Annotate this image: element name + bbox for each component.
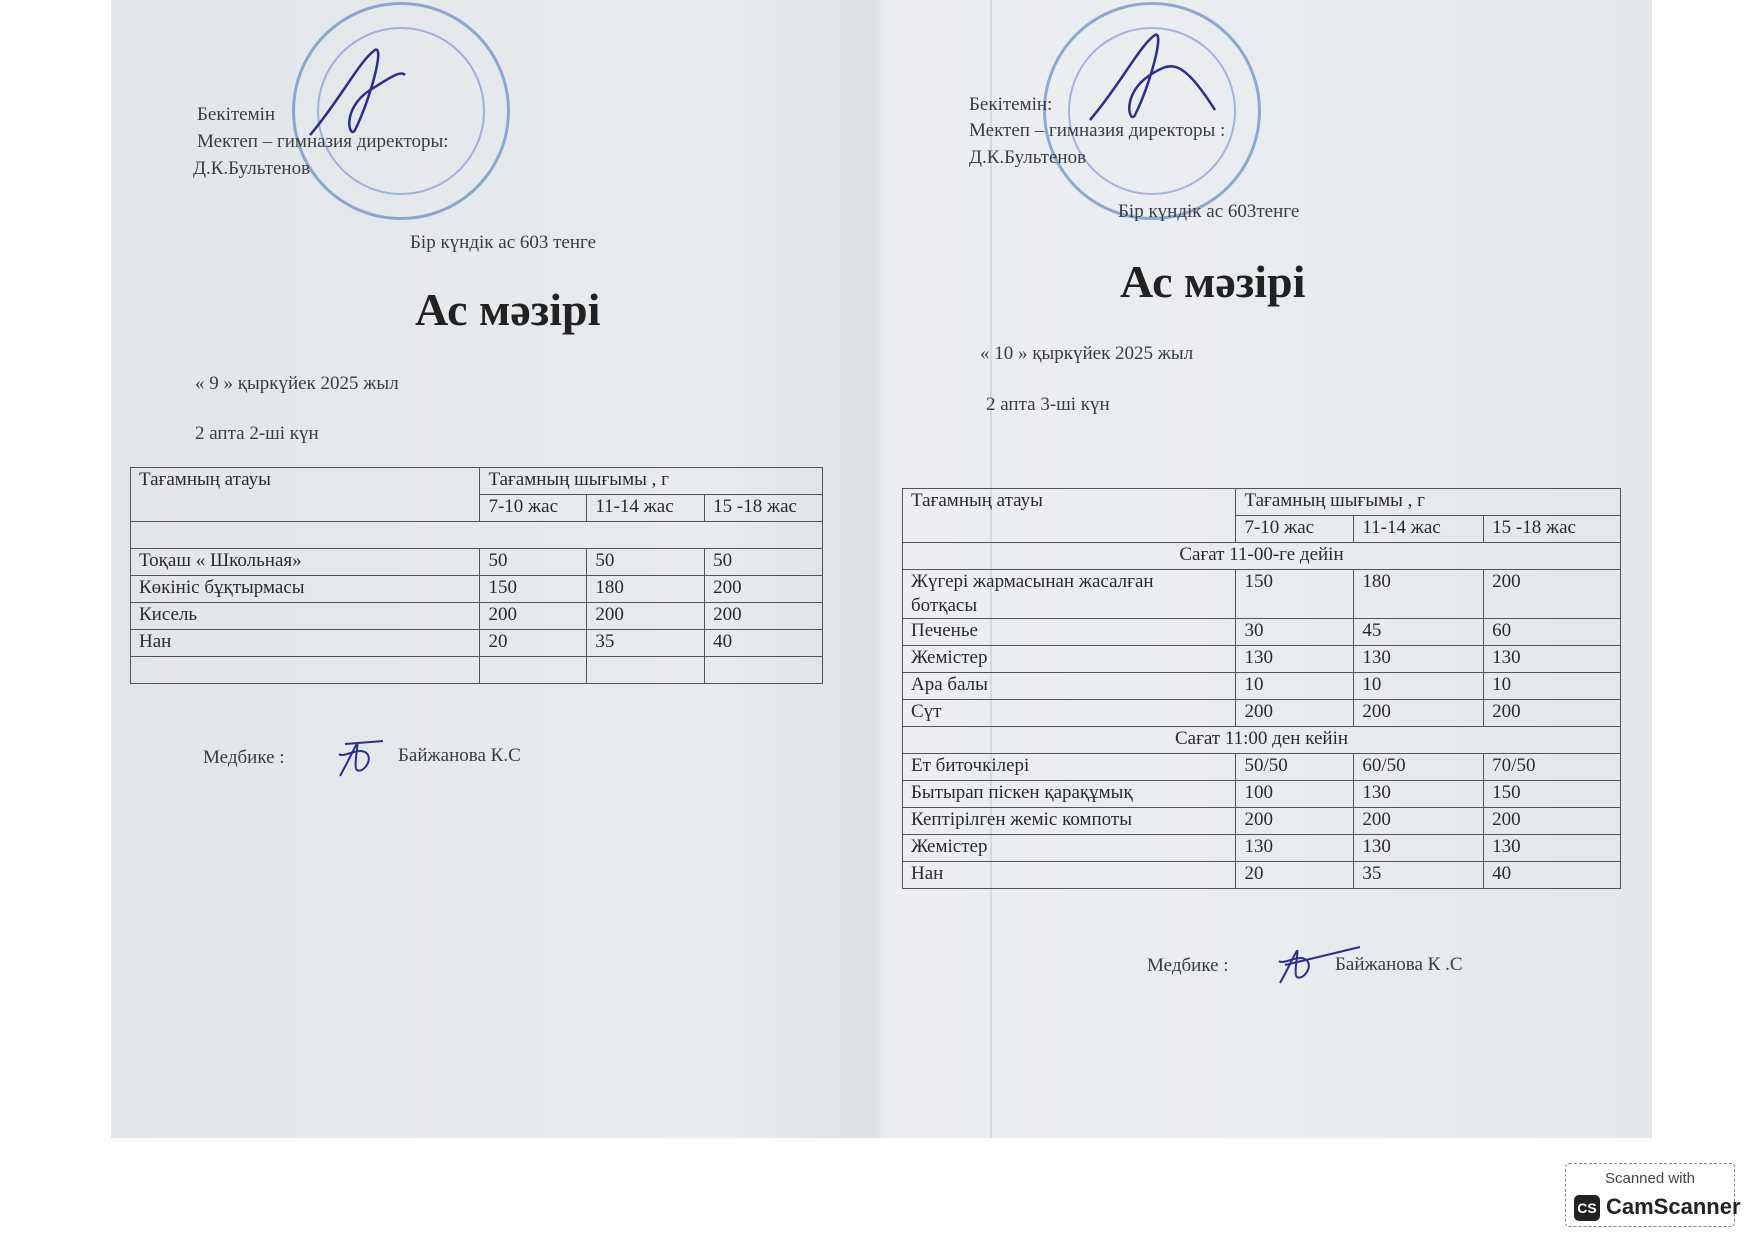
menu-date: « 9 » қыркүйек 2025 жыл bbox=[195, 373, 399, 394]
table-row: Көкініс бұқтырмасы 150 180 200 bbox=[131, 576, 823, 603]
director-signature-right bbox=[1080, 25, 1220, 135]
approval-line: Д.К.Бультенов bbox=[969, 147, 1087, 168]
section-header: Сағат 11:00 ден кейін bbox=[903, 727, 1621, 754]
table-row: Печенье 30 45 60 bbox=[903, 619, 1621, 646]
nurse-label: Медбике : bbox=[203, 747, 285, 768]
age-header: 11-14 жас bbox=[587, 495, 705, 522]
camscanner-logo-icon: CS bbox=[1574, 1195, 1600, 1221]
table-row: Кисель 200 200 200 bbox=[131, 603, 823, 630]
table-row: Сүт 200 200 200 bbox=[903, 700, 1621, 727]
age-header: 7-10 жас bbox=[480, 495, 587, 522]
badge-name: CamScanner bbox=[1606, 1194, 1741, 1219]
badge-caption: Scanned with bbox=[1604, 1170, 1696, 1187]
empty-row bbox=[131, 522, 823, 549]
table-row: Нан 20 35 40 bbox=[131, 630, 823, 657]
col-header-name: Тағамның атауы bbox=[131, 468, 480, 522]
table-row: Ет биточкілері 50/50 60/50 70/50 bbox=[903, 754, 1621, 781]
menu-table-left bbox=[130, 467, 823, 684]
nurse-label: Медбике : bbox=[1147, 955, 1229, 976]
section-header: Сағат 11-00-ге дейін bbox=[903, 543, 1621, 570]
age-header: 15 -18 жас bbox=[705, 495, 823, 522]
approval-line: Мектеп – гимназия директоры : bbox=[969, 120, 1226, 141]
table-row: Жүгері жармасынан жасалған ботқасы 150 180 200 bbox=[903, 570, 1621, 619]
week-day: 2 апта 2-ші күн bbox=[195, 423, 319, 444]
age-header: 7-10 жас bbox=[1236, 516, 1354, 543]
approval-line: Мектеп – гимназия директоры: bbox=[197, 131, 449, 152]
daily-cost: Бір күндік ас 603 тенге bbox=[410, 232, 597, 253]
table-row: Бытырап піскен қарақұмық 100 130 150 bbox=[903, 781, 1621, 808]
table-row: Жемістер 130 130 130 bbox=[903, 646, 1621, 673]
table-row: Кептірілген жеміс компоты 200 200 200 bbox=[903, 808, 1621, 835]
col-header-yield: Тағамның шығымы , г bbox=[480, 468, 823, 495]
table-row: Тоқаш « Школьная» 50 50 50 bbox=[131, 549, 823, 576]
page-title: Ас мәзірі bbox=[1120, 256, 1306, 307]
week-day: 2 апта 3-ші күн bbox=[986, 394, 1110, 415]
nurse-signature-left bbox=[335, 738, 385, 780]
table-row: Ара балы 10 10 10 bbox=[903, 673, 1621, 700]
page-title: Ас мәзірі bbox=[415, 284, 601, 335]
table-row: Нан 20 35 40 bbox=[903, 862, 1621, 889]
table-row: Жемістер 130 130 130 bbox=[903, 835, 1621, 862]
daily-cost: Бір күндік ас 603тенге bbox=[1118, 201, 1300, 222]
empty-row bbox=[131, 657, 823, 684]
age-header: 11-14 жас bbox=[1354, 516, 1484, 543]
menu-table-right bbox=[902, 488, 1621, 889]
approval-line: Бекітемін: bbox=[969, 94, 1053, 115]
approval-line: Д.К.Бультенов bbox=[193, 158, 311, 179]
col-header-yield: Тағамның шығымы , г bbox=[1236, 489, 1621, 516]
nurse-name: Байжанова К.С bbox=[398, 745, 521, 766]
approval-line: Бекітемін bbox=[197, 104, 276, 125]
camscanner-badge bbox=[1565, 1163, 1741, 1227]
age-header: 15 -18 жас bbox=[1484, 516, 1621, 543]
nurse-name: Байжанова К .С bbox=[1335, 954, 1463, 975]
menu-date: « 10 » қыркүйек 2025 жыл bbox=[980, 343, 1194, 364]
col-header-name: Тағамның атауы bbox=[903, 489, 1236, 543]
